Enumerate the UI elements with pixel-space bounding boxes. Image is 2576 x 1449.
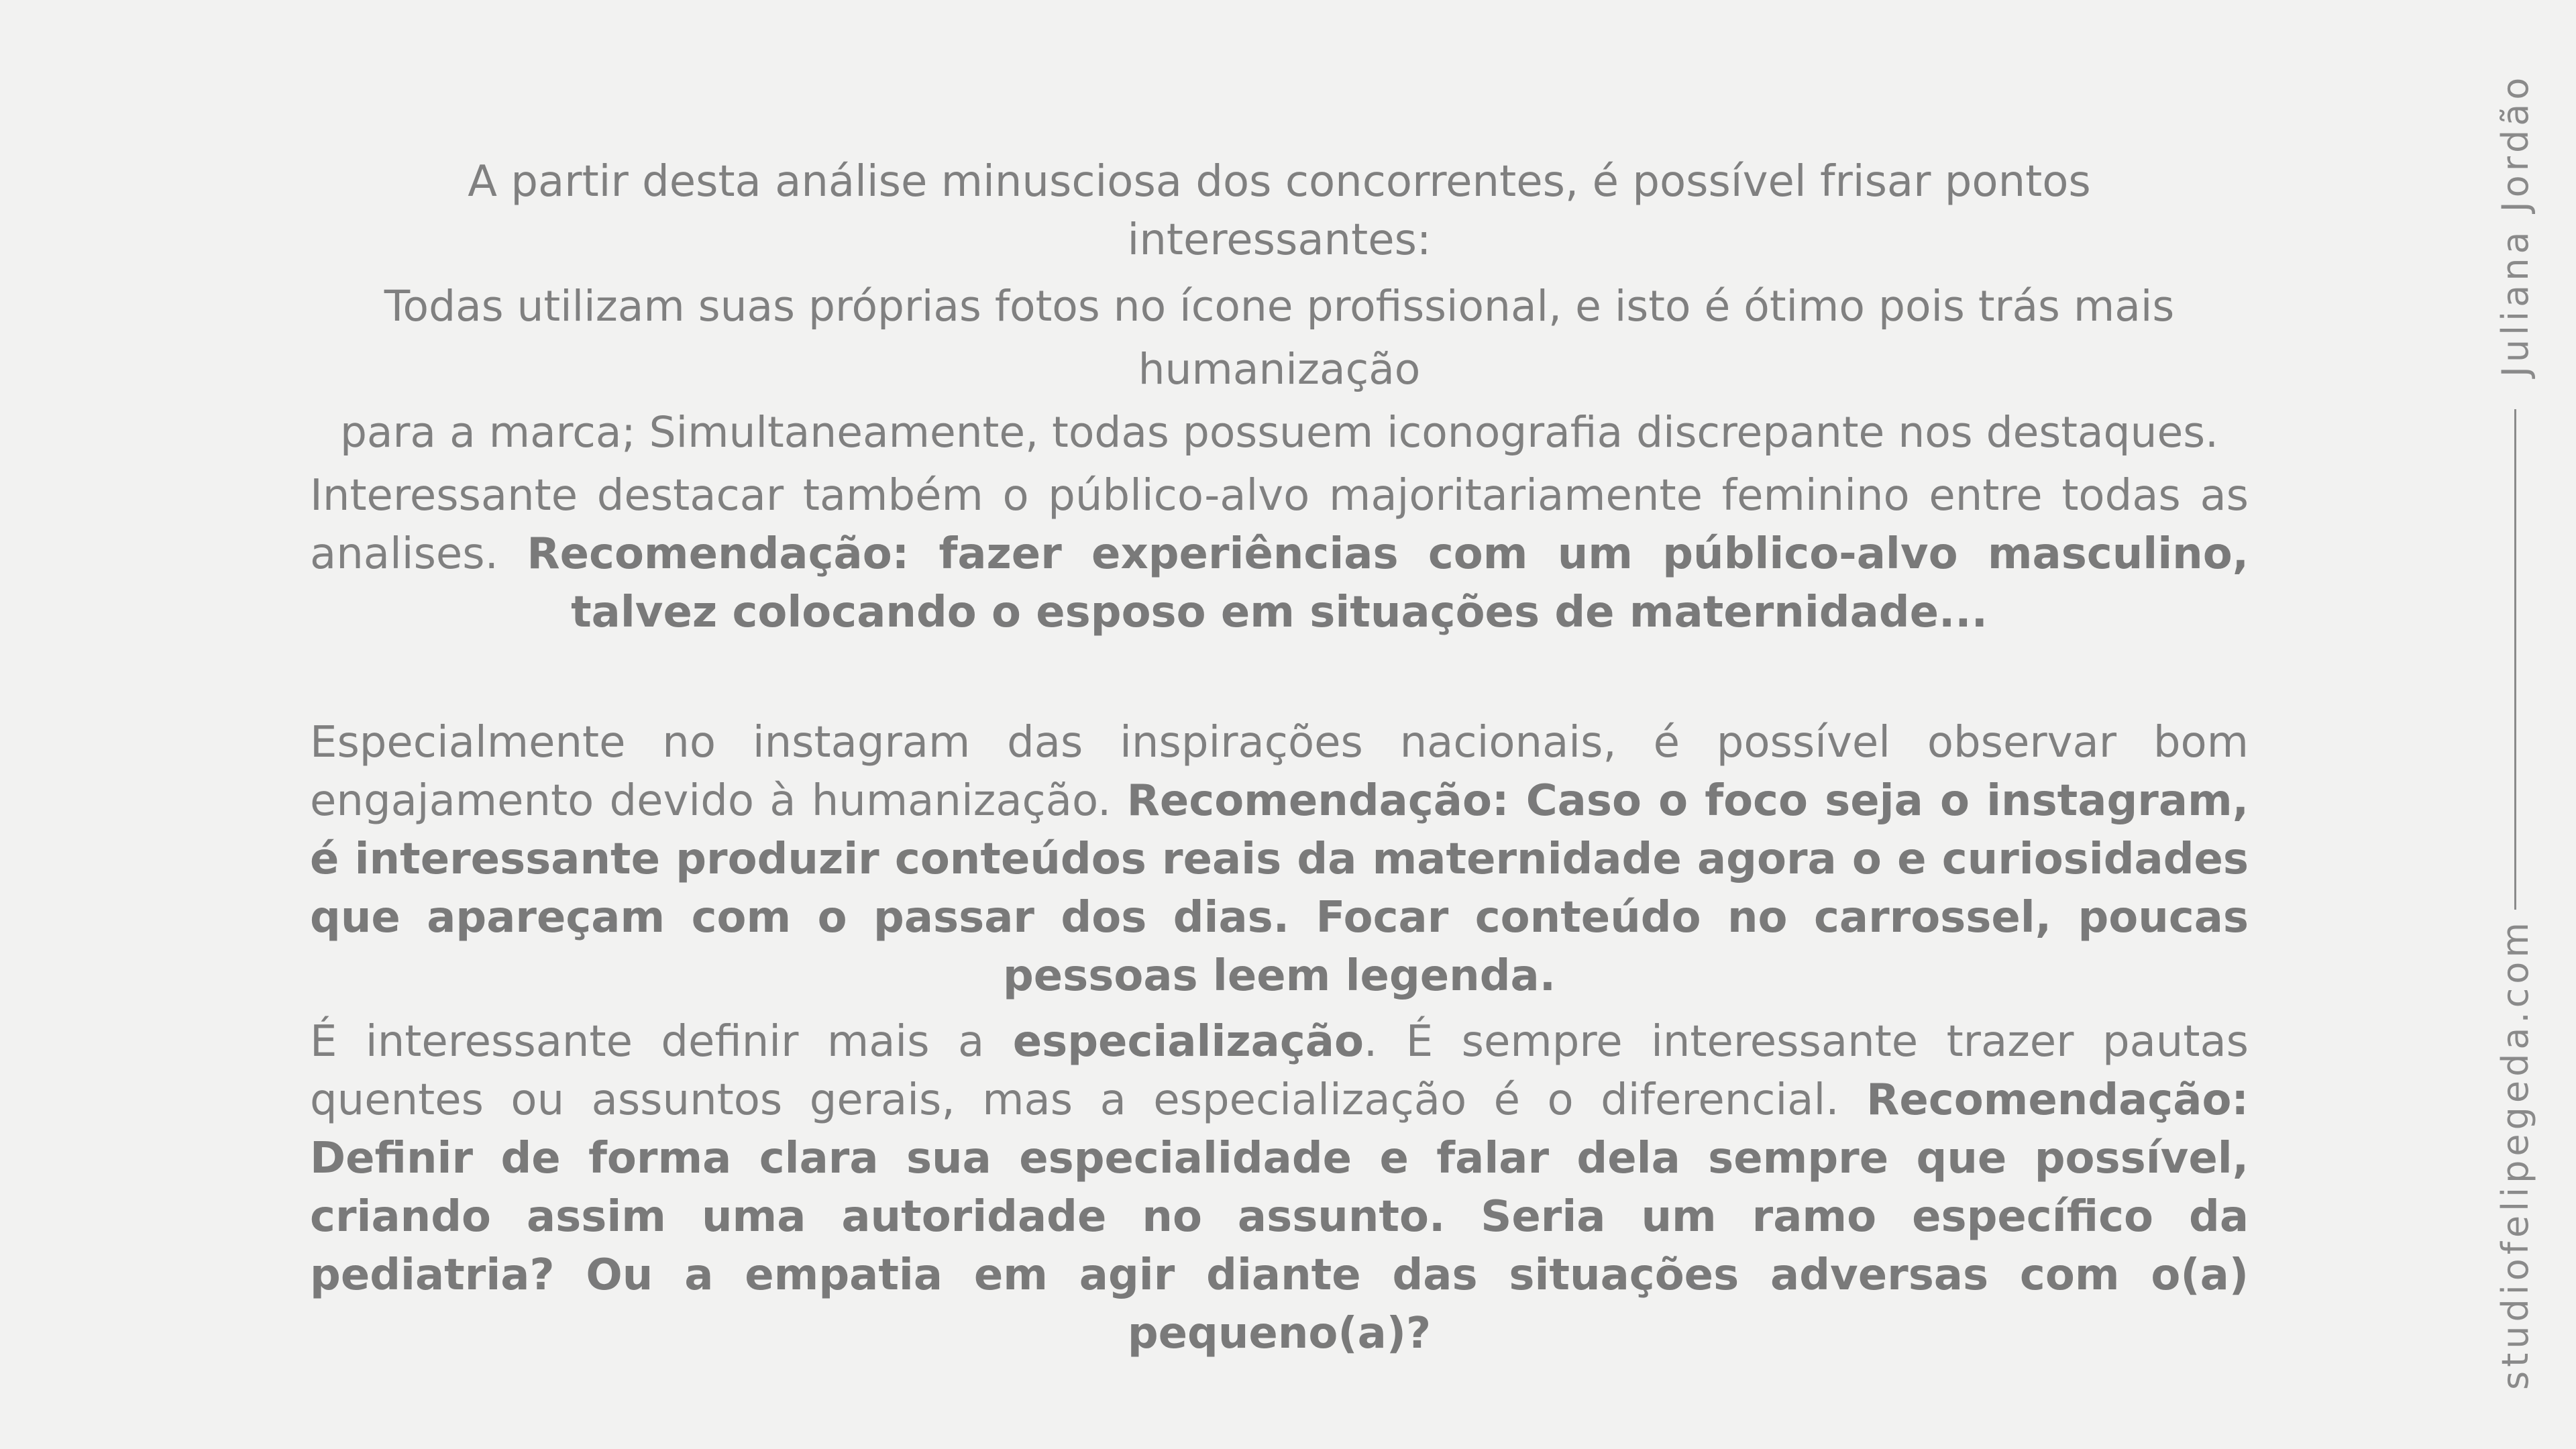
- specialization-keyword: especialização: [1012, 1017, 1364, 1067]
- audience-paragraph: [310, 467, 2249, 642]
- audience-text: Interessante destacar também o público-alvo majoritariamente feminino entre todas as analises.: [310, 471, 2249, 579]
- photos-text-line1: Todas utilizam suas próprias fotos no ícone profissional, e isto é ótimo pois trás mais humanização: [384, 282, 2175, 394]
- specialization-text-b: . É sempre interessante trazer pautas quentes ou assuntos gerais, mas a especialização é o diferencial.: [310, 1017, 2249, 1125]
- instagram-recommendation: Recomendação: Caso o foco seja o instagram, é interessante produzir conteúdos reais da maternidade agora o e curiosidades que apareçam com o passar dos dias. Focar conteúdo no carrossel, poucas pessoas leem legenda.: [310, 776, 2249, 1001]
- instagram-paragraph: [310, 714, 2249, 1006]
- instagram-text: Especialmente no instagram das inspirações nacionais, é possível observar bom engajamento devido à humanização.: [310, 718, 2249, 826]
- sidebar-divider: [2514, 409, 2516, 910]
- website-url: studiofelipegeda.com: [2494, 918, 2536, 1390]
- intro-text: A partir desta análise minusciosa dos concorrentes, é possível frisar pontos interessantes:: [468, 157, 2091, 265]
- photos-paragraph: [310, 275, 2249, 464]
- intro-paragraph: [310, 153, 2249, 270]
- specialization-recommendation: Recomendação: Definir de forma clara sua especialidade e falar dela sempre que possível, criando assim uma autoridade no assunto. Seria um ramo específico da pediatria? Ou a empatia em agir diante das situações adversas com o(a) pequeno(a)?: [310, 1075, 2249, 1358]
- specialization-paragraph: [310, 1013, 2249, 1363]
- audience-recommendation: Recomendação: fazer experiências com um público-alvo masculino, talvez colocando o esposo em situações de maternidade...: [527, 529, 2249, 637]
- specialization-text-a: É interessante definir mais a: [310, 1017, 985, 1067]
- photos-text-line2: para a marca; Simultaneamente, todas possuem iconografia discrepante nos destaques.: [339, 408, 2219, 457]
- author-name: Juliana Jordão: [2494, 73, 2536, 377]
